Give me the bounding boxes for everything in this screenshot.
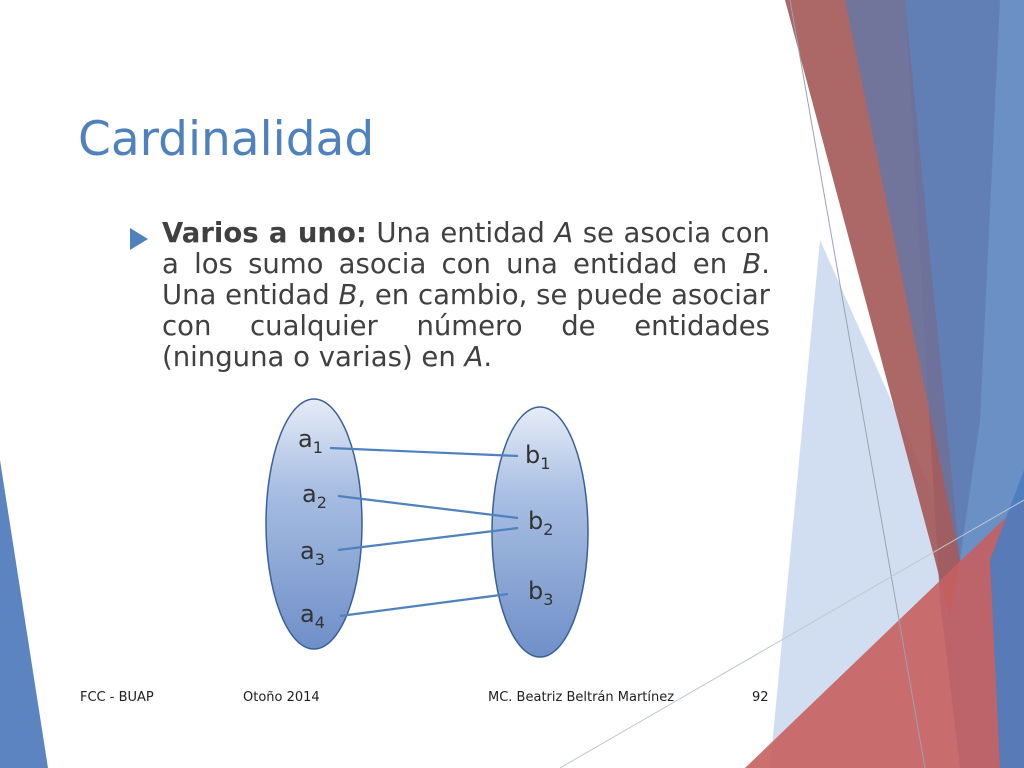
element-b1: $b_1$ — [525, 441, 551, 473]
bullet-bold-label: Varios a uno: — [162, 217, 367, 249]
footer-term: Otoño 2014 — [243, 690, 320, 705]
footer-institution: FCC - BUAP — [80, 690, 154, 705]
element-b2: $b_2$ — [528, 507, 554, 539]
entity-b: B — [338, 279, 358, 311]
entity-a: A — [464, 341, 484, 373]
bullet-text-part: se asocia con a los sumo asocia con una entidad en — [162, 217, 770, 280]
element-a2: $a_2$ — [302, 480, 327, 512]
footer-page-number: 92 — [752, 690, 769, 705]
mapping-line-a3-b2 — [338, 528, 518, 550]
entity-b: B — [742, 248, 762, 280]
mapping-line-a4-b3 — [340, 594, 508, 616]
element-a3: $a_3$ — [300, 537, 325, 569]
bullet-text-part: . Una entidad — [162, 248, 770, 311]
element-a1: $a_1$ — [298, 425, 323, 457]
bullet-text-part: Una entidad — [366, 217, 555, 249]
element-a4: $a_4$ — [300, 600, 325, 632]
mapping-line-a2-b2 — [338, 496, 518, 518]
bullet-text-part: , en cambio, se puede asociar con cualquier número de entidades (ninguna o varias) en — [162, 279, 770, 373]
mapping-line-a1-b1 — [330, 448, 518, 456]
bullet-text-part: . — [483, 341, 493, 373]
element-b3: $b_3$ — [528, 577, 554, 609]
slide-title: Cardinalidad — [78, 112, 375, 167]
footer-author: MC. Beatriz Beltrán Martínez — [488, 690, 675, 705]
entity-a: A — [554, 217, 574, 249]
